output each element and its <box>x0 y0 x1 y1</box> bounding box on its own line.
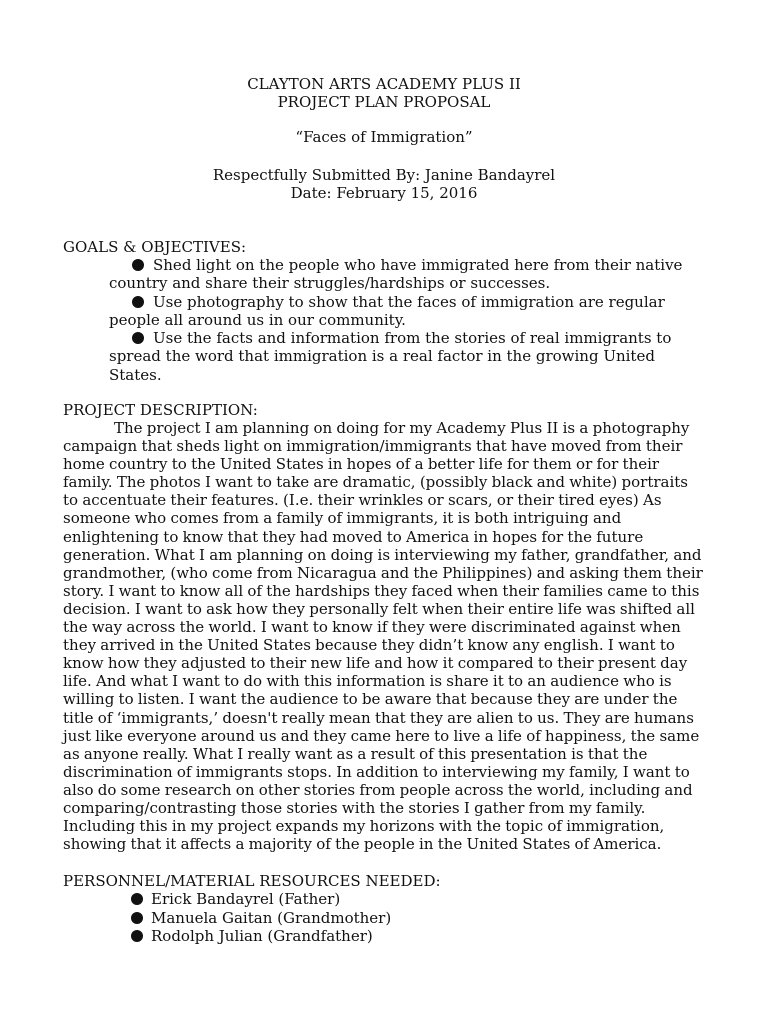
goal-text: Use the facts and information from the stories of real immigrants to spread the word that immigration is a real factor in the growing United States. <box>109 329 672 384</box>
description-heading: PROJECT DESCRIPTION: <box>63 401 258 419</box>
school-name: CLAYTON ARTS ACADEMY PLUS II <box>247 75 521 93</box>
goal-text: Shed light on the people who have immigrated here from their native country and share their struggles/hardships or successes. <box>109 256 683 293</box>
project-title: “Faces of Immigration” <box>295 128 473 146</box>
bullet-icon <box>132 332 144 344</box>
submission-date: Date: February 15, 2016 <box>290 184 478 202</box>
resource-name: Rodolph Julian (Grandfather) <box>151 927 373 945</box>
list-item <box>131 909 391 928</box>
bullet-icon <box>132 259 144 271</box>
goals-heading: GOALS & OBJECTIVES: <box>63 238 247 256</box>
list-item <box>131 890 391 909</box>
resources-list <box>131 890 391 946</box>
goal-text: Use photography to show that the faces of immigration are regular people all around us in our community. <box>109 293 665 330</box>
bullet-icon <box>131 930 143 942</box>
bullet-icon <box>132 296 144 308</box>
document-type: PROJECT PLAN PROPOSAL <box>277 93 491 111</box>
bullet-icon <box>131 893 143 905</box>
submitted-by: Respectfully Submitted By: Janine Bandayrel <box>212 166 556 184</box>
list-item <box>131 927 391 946</box>
bullet-icon <box>131 912 143 924</box>
resources-heading: PERSONNEL/MATERIAL RESOURCES NEEDED: <box>63 872 441 890</box>
resource-name: Erick Bandayrel (Father) <box>151 890 341 908</box>
goal-item <box>109 329 709 384</box>
goal-item <box>109 293 709 330</box>
goal-item <box>109 256 709 293</box>
resource-name: Manuela Gaitan (Grandmother) <box>151 908 392 927</box>
description-body: The project I am planning on doing for my Academy Plus II is a photography campaign that sheds light on immigration/immigrants that have moved from their home country to the United States in hopes of a better life for them or for their family. The photos I want to take are dramatic, (possibly black and white) portraits to accentuate their features. (I.e. their wrinkles or scars, or their tired eyes) As someone who comes from a family of immigrants, it is both intriguing and enlightening to know that they had moved to America in hopes for the future generation. What I am planning on doing is interviewing my father, grandfather, and grandmother, (who come from Nicaragua and the Philippines) and asking them their story. I want to know all of the hardships they faced when their families came to this decision. I want to ask how they personally felt when their entire life was shifted all the way across the world. I want to know if they were discriminated against when they arrived in the United States because they didn’t know any english. I want to know how they adjusted to their new life and how it compared to their present day life. And what I want to do with this information is share it to an audience who is willing to listen. I want the audience to be aware that because they are under the title of ‘immigrants,’ doesn't really mean that they are alien to us. They are humans just like everyone around us and they came here to live a life of happiness, the same as anyone really. What I really want as a result of this presentation is that the discrimination of immigrants stops. In addition to interviewing my family, I want to also do some research on other stories from people across the world, including and comparing/contrasting those stories with the stories I gather from my family. Including this in my project expands my horizons with the topic of immigration, showing that it affects a majority of the people in the United States of America. <box>63 419 703 854</box>
